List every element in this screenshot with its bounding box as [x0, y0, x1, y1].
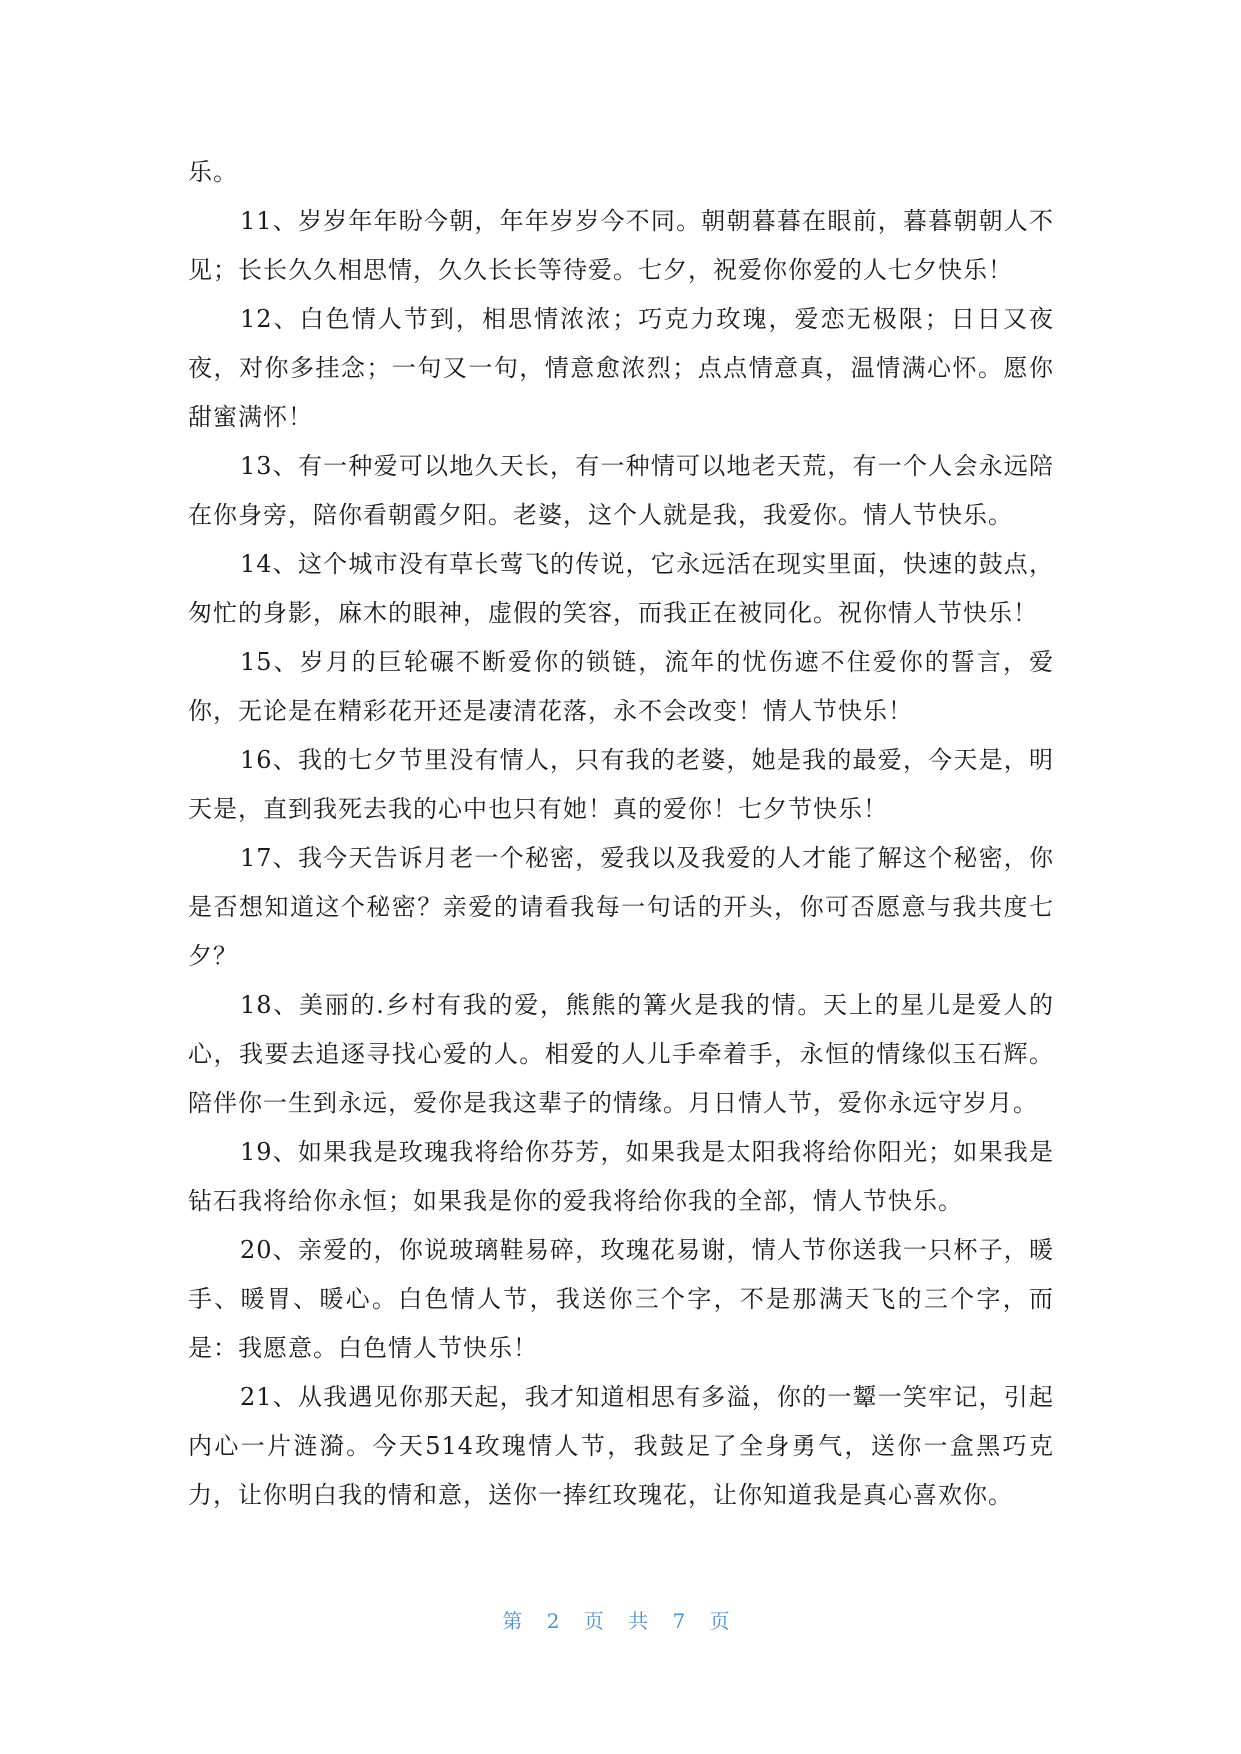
page-number-footer: 第 2 页 共 7 页 — [502, 1609, 739, 1633]
paragraph-item-17: 17、我今天告诉月老一个秘密，爱我以及我爱的人才能了解这个秘密，你是否想知道这个秘密？亲爱的请看我每一句话的开头，你可否愿意与我共度七夕？ — [188, 844, 1054, 970]
document-body — [188, 148, 1054, 1520]
paragraph-item-11: 11、岁岁年年盼今朝，年年岁岁今不同。朝朝暮暮在眼前，暮暮朝朝人不见；长长久久相思情，久久长长等待爱。七夕，祝爱你你爱的人七夕快乐！ — [188, 207, 1054, 284]
paragraph-item-15: 15、岁月的巨轮碾不断爱你的锁链，流年的忧伤遮不住爱你的誓言，爱你，无论是在精彩花开还是凄清花落，永不会改变！情人节快乐！ — [188, 648, 1054, 725]
paragraph-continuation: 乐。 — [188, 158, 238, 186]
paragraph-item-19: 19、如果我是玫瑰我将给你芬芳，如果我是太阳我将给你阳光；如果我是钻石我将给你永恒；如果我是你的爱我将给你我的全部，情人节快乐。 — [188, 1138, 1054, 1215]
paragraph-item-21: 21、从我遇见你那天起，我才知道相思有多溢，你的一颦一笑牢记，引起内心一片涟漪。今天514玫瑰情人节，我鼓足了全身勇气，送你一盒黑巧克力，让你明白我的情和意，送你一捧红玫瑰花，让你知道我是真心喜欢你。 — [188, 1383, 1054, 1509]
paragraph-item-20: 20、亲爱的，你说玻璃鞋易碎，玫瑰花易谢，情人节你送我一只杯子，暖手、暖胃、暖心。白色情人节，我送你三个字，不是那满天飞的三个字，而是：我愿意。白色情人节快乐！ — [188, 1236, 1054, 1362]
paragraph-item-18: 18、美丽的.乡村有我的爱，熊熊的篝火是我的情。天上的星儿是爱人的心，我要去追逐寻找心爱的人。相爱的人儿手牵着手，永恒的情缘似玉石辉。陪伴你一生到永远，爱你是我这辈子的情缘。月日情人节，爱你永远守岁月。 — [188, 991, 1054, 1117]
paragraph-item-14: 14、这个城市没有草长莺飞的传说，它永远活在现实里面，快速的鼓点，匆忙的身影，麻木的眼神，虚假的笑容，而我正在被同化。祝你情人节快乐！ — [188, 550, 1054, 627]
paragraph-item-12: 12、白色情人节到，相思情浓浓；巧克力玫瑰，爱恋无极限；日日又夜夜，对你多挂念；一句又一句，情意愈浓烈；点点情意真，温情满心怀。愿你甜蜜满怀！ — [188, 305, 1054, 431]
paragraph-item-16: 16、我的七夕节里没有情人，只有我的老婆，她是我的最爱，今天是，明天是，直到我死去我的心中也只有她！真的爱你！七夕节快乐！ — [188, 746, 1054, 823]
paragraph-item-13: 13、有一种爱可以地久天长，有一种情可以地老天荒，有一个人会永远陪在你身旁，陪你看朝霞夕阳。老婆，这个人就是我，我爱你。情人节快乐。 — [188, 452, 1054, 529]
